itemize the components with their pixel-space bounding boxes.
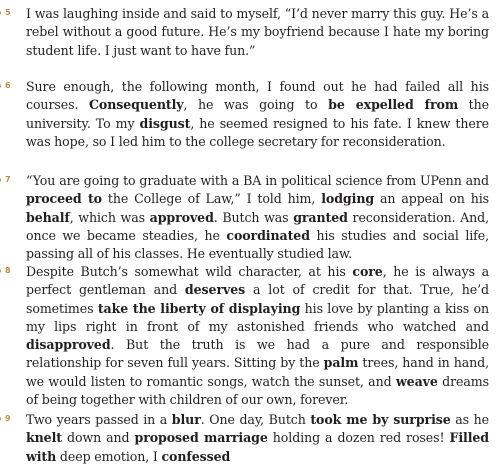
paragraph-number: 8	[5, 266, 11, 275]
text-run: “You are going to graduate with a BA in political science from UPenn and	[26, 173, 489, 188]
text-run: deep emotion, I	[56, 448, 162, 464]
paragraph-7	[0, 172, 501, 263]
bullet-dot-icon	[0, 417, 1, 421]
text-run: Despite Butch’s somewhat wild character, at his	[26, 264, 353, 279]
paragraph-text	[26, 263, 489, 409]
keyword: disgust	[139, 115, 191, 131]
text-run: reconsideration. And, once we became steadies, he	[26, 209, 489, 243]
paragraph-9	[0, 411, 501, 466]
keyword: lodging	[321, 191, 375, 207]
paragraph-number: 6	[5, 81, 11, 90]
paragraph-number: 5	[5, 8, 11, 17]
keyword: confessed	[161, 448, 231, 464]
paragraph-text	[26, 78, 489, 151]
keyword: Filled with	[26, 430, 489, 464]
paragraph-number-marker	[0, 414, 11, 423]
text-run: , he was going to	[183, 97, 329, 113]
keyword: knelt	[26, 430, 62, 446]
text-run: holding a dozen red roses!	[267, 430, 450, 446]
text-run: . But the truth is we had a pure and responsible relationship for seven full years. Sitting by the	[26, 337, 489, 371]
text-run: I was laughing inside and said to myself, “I’d never marry this guy. He’s a rebel without a good future. He’s my boyfriend because I hate my boring student life. I just want to have fun.”	[26, 6, 489, 58]
keyword: coordinated	[226, 227, 310, 243]
keyword: weave	[395, 373, 438, 389]
paragraph-text	[26, 5, 489, 60]
text-run: the university. To my	[26, 97, 489, 131]
text-run: , he is always a perfect gentleman and	[26, 264, 489, 298]
keyword: be expelled from	[328, 97, 459, 113]
paragraph-number-marker	[0, 8, 11, 17]
paragraph-number-marker	[0, 175, 11, 184]
keyword: behalf	[26, 209, 70, 225]
text-run: down and	[62, 430, 135, 446]
keyword: Consequently	[88, 97, 184, 113]
text-run: dreams of being together with children of our own, forever.	[26, 373, 489, 408]
keyword: took me by surprise	[310, 412, 451, 427]
text-run: . One day, Butch	[200, 412, 311, 427]
paragraph-8	[0, 263, 501, 409]
keyword: core	[352, 264, 383, 279]
bullet-dot-icon	[0, 269, 1, 273]
text-run: an appeal on his	[374, 191, 489, 207]
text-run: his love by planting a kiss on my lips right in front of my astonished friends who watched and	[26, 300, 489, 334]
paragraph-text	[26, 411, 489, 466]
text-run: a lot of credit for that. True, he’d sometimes	[26, 282, 489, 316]
paragraph-text	[26, 172, 489, 263]
text-run: Two years passed in a	[26, 412, 172, 427]
text-run: his studies and social life, passing all of his classes. He eventually studied law.	[26, 227, 489, 262]
keyword: granted	[293, 209, 348, 225]
text-run: , he seemed resigned to his fate. I knew there was hope, so I led him to the college secretary for reconsideration.	[26, 115, 489, 149]
keyword: disapproved	[26, 337, 111, 353]
paragraph-5	[0, 5, 501, 60]
paragraph-6	[0, 78, 501, 151]
paragraph-number: 7	[5, 175, 11, 184]
keyword: proposed marriage	[134, 430, 268, 446]
keyword: take the liberty of displaying	[97, 300, 301, 316]
keyword: approved	[149, 209, 214, 225]
paragraph-number-marker	[0, 266, 11, 275]
text-run: . Butch was	[213, 209, 294, 225]
paragraph-number-marker	[0, 81, 11, 90]
keyword: proceed to	[26, 191, 102, 207]
text-run: trees, hand in hand, we would listen to romantic songs, watch the sunset, and	[26, 355, 489, 389]
bullet-dot-icon	[0, 178, 1, 182]
text-run: , which was	[69, 209, 150, 225]
bullet-dot-icon	[0, 84, 1, 88]
bullet-dot-icon	[0, 11, 1, 15]
text-run: Sure enough, the following month, I found out he had failed all his courses.	[26, 79, 489, 113]
paragraph-number: 9	[5, 414, 11, 423]
text-run: as he	[450, 412, 490, 427]
keyword: deserves	[184, 282, 246, 298]
keyword: blur	[171, 412, 201, 427]
text-run: the College of Law,” I told him,	[101, 191, 322, 207]
keyword: palm	[323, 355, 359, 371]
